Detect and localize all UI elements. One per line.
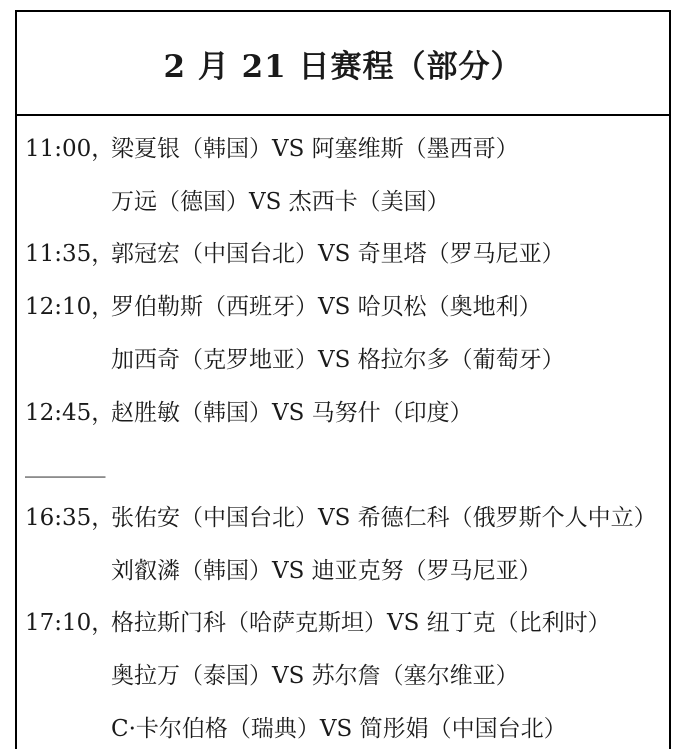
match-text: 刘叡潾（韩国）VS 迪亚克努（罗马尼亚）: [111, 557, 542, 584]
schedule-row: [25, 176, 669, 229]
match-text: C·卡尔伯格（瑞典）VS 简彤娟（中国台北）: [111, 715, 567, 742]
schedule-row: [25, 387, 669, 440]
schedule-body: [17, 116, 669, 749]
match-time: 11:00，: [25, 136, 115, 162]
match-text: 梁夏银（韩国）VS 阿塞维斯（墨西哥）: [111, 136, 519, 162]
match-text: 罗伯勒斯（西班牙）VS 哈贝松（奥地利）: [111, 294, 542, 321]
match-time: 17:10，: [25, 610, 115, 637]
title-area: [17, 12, 669, 116]
schedule-row: [25, 597, 669, 650]
match-time: 12:10，: [25, 294, 115, 321]
match-text: 加西奇（克罗地亚）VS 格拉尔多（葡萄牙）: [111, 346, 565, 373]
match-time: 16:35，: [25, 504, 115, 531]
schedule-row: [25, 123, 669, 176]
schedule-table-border: [15, 10, 671, 749]
match-text: 格拉斯门科（哈萨克斯坦）VS 纽丁克（比利时）: [111, 610, 611, 637]
separator-dashes: _______: [25, 452, 106, 479]
match-time: 12:45，: [25, 399, 115, 426]
schedule-row: [25, 492, 669, 545]
schedule-row: [25, 334, 669, 387]
match-time: 11:35，: [25, 241, 115, 268]
schedule-separator-row: [25, 439, 669, 492]
schedule-row: [25, 545, 669, 598]
match-text: 赵胜敏（韩国）VS 马努什（印度）: [111, 399, 473, 426]
schedule-row: [25, 650, 669, 703]
match-text: 万远（德国）VS 杰西卡（美国）: [111, 188, 450, 215]
schedule-row: [25, 703, 669, 749]
match-text: 郭冠宏（中国台北）VS 奇里塔（罗马尼亚）: [111, 241, 565, 268]
schedule-row: [25, 228, 669, 281]
page-title: 2 月 21 日赛程（部分）: [163, 48, 523, 85]
match-text: 张佑安（中国台北）VS 希德仁科（俄罗斯个人中立）: [111, 504, 657, 531]
match-text: 奥拉万（泰国）VS 苏尔詹（塞尔维亚）: [111, 663, 519, 690]
schedule-row: [25, 281, 669, 334]
